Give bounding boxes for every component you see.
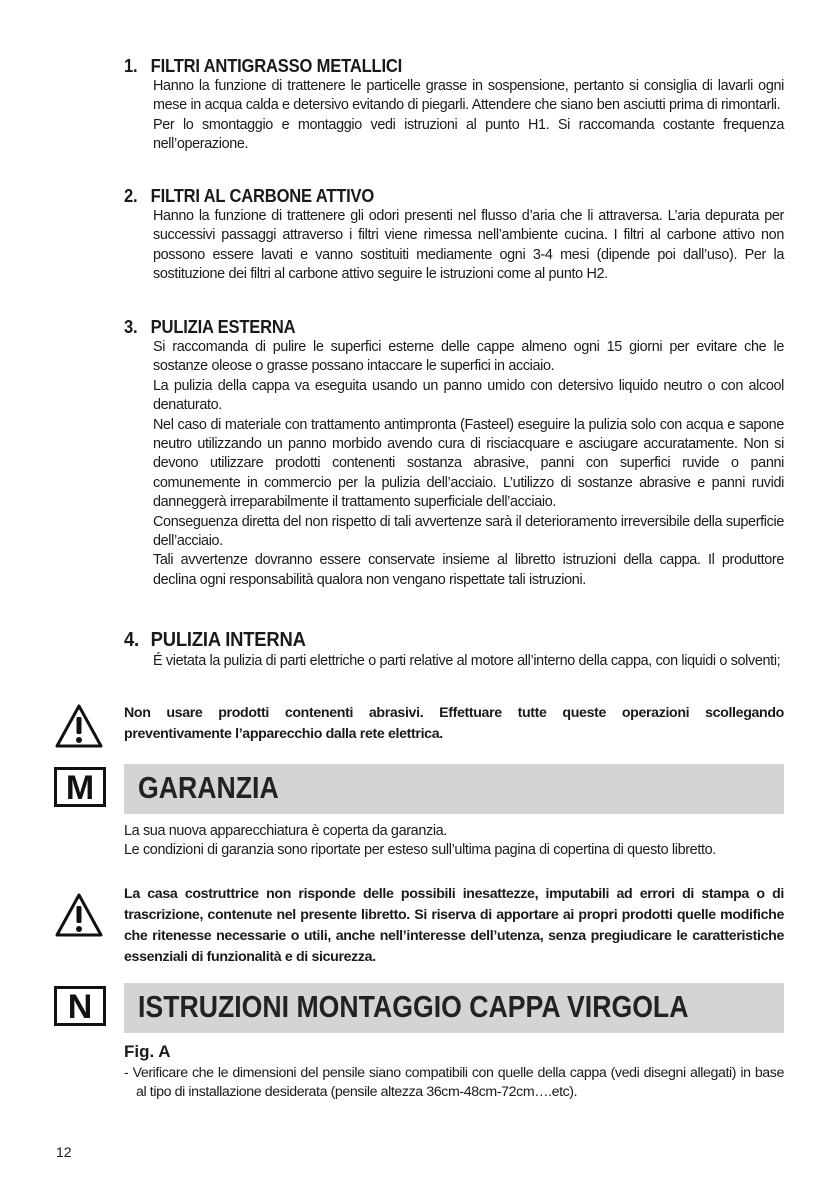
warning-triangle-icon bbox=[54, 892, 104, 938]
warning-text: Non usare prodotti contenenti abrasivi. Effettuare tutte queste operazioni scollegando preventivamente l’apparecchio dalla rete elettrica. bbox=[124, 705, 784, 742]
section-title: PULIZIA ESTERNA bbox=[150, 317, 296, 337]
section-pulizia-esterna bbox=[124, 317, 784, 590]
section-filtri-carbone bbox=[124, 186, 784, 285]
section-title-band bbox=[124, 983, 784, 1033]
section-title: FILTRI ANTIGRASSO METALLICI bbox=[150, 56, 403, 76]
warning-triangle-icon bbox=[54, 703, 104, 749]
section-number: 3. bbox=[124, 317, 138, 337]
section-paragraph: La pulizia della cappa va eseguita usando un panno umido con detersivo liquido neutro o con alcool denaturato. bbox=[153, 377, 784, 414]
section-letter-badge: N bbox=[54, 986, 106, 1026]
warning-note-abrasivi bbox=[54, 703, 784, 745]
section-heading bbox=[124, 56, 731, 77]
section-title-band bbox=[124, 764, 784, 814]
fig-title: Fig. A bbox=[124, 1042, 171, 1061]
section-number: 2. bbox=[124, 186, 138, 206]
section-paragraph: Si raccomanda di pulire le superfici esterne delle cappe almeno ogni 15 giorni per evitare che le sostanze oleose o grasse possano intaccare le superfici in acciaio. bbox=[153, 339, 784, 375]
section-heading bbox=[124, 186, 731, 207]
garanzia-text bbox=[124, 822, 784, 861]
section-paragraph: É vietata la pulizia di parti elettriche o parti relative al motore all’interno della cappa, con liquidi o solventi; bbox=[153, 653, 781, 669]
section-paragraph: Tali avvertenze dovranno essere conservate insieme al libretto istruzioni della cappa. Il produttore declina ogni responsabilità qualora non vengano rispettate tali istruzioni. bbox=[153, 552, 784, 588]
section-bar-montaggio bbox=[54, 983, 784, 1033]
section-bar-title: GARANZIA bbox=[138, 770, 279, 805]
section-title: FILTRI AL CARBONE ATTIVO bbox=[150, 186, 375, 206]
section-filtri-antigrasso bbox=[124, 56, 784, 155]
section-heading bbox=[124, 629, 731, 652]
section-bar-title: ISTRUZIONI MONTAGGIO CAPPA VIRGOLA bbox=[138, 989, 689, 1024]
section-paragraph: Conseguenza diretta del non rispetto di tali avvertenze sarà il deterioramento irreversibile della superficie dell’acciaio. bbox=[153, 513, 784, 550]
section-pulizia-interna bbox=[124, 629, 784, 671]
section-paragraph: Hanno la funzione di trattenere gli odori presenti nel flusso d’aria che li attraversa. L’aria depurata per successivi passaggi attraverso i filtri viene rimessa nell’ambiente cucina. I filtri al carbone attivo non possono essere lavati e vanno sostituiti mediamente ogni 3-4 mesi (dipende poi dall’uso). Per la sostituzione dei filtri al carbone attivo seguire le istruzioni come al punto H2. bbox=[153, 208, 784, 283]
section-title: PULIZIA INTERNA bbox=[150, 629, 306, 651]
section-paragraph: Hanno la funzione di trattenere le particelle grasse in sospensione, pertanto si consiglia di lavarli ogni mese in acqua calda e detersivo evitando di piegarli. Attendere che siano ben asciutti prima di rimontarli. bbox=[153, 78, 784, 114]
fig-a-block bbox=[124, 1042, 784, 1103]
section-letter-badge: M bbox=[54, 767, 106, 807]
fig-instruction: - Verificare che le dimensioni del pensile siano compatibili con quelle della cappa (vedi disegni allegati) in base al tipo di installazione desiderata (pensile altezza 36cm-48cm-72cm….etc). bbox=[124, 1065, 784, 1101]
section-number: 1. bbox=[124, 56, 138, 76]
garanzia-paragraph: Le condizioni di garanzia sono riportate per esteso sull’ultima pagina di copertina di questo libretto. bbox=[124, 842, 716, 859]
section-bar-garanzia bbox=[54, 764, 784, 814]
warning-text: La casa costruttrice non risponde delle possibili inesattezze, imputabili ad errori di stampa o di trascrizione, contenute nel presente libretto. Si riserva di apportare ai propri prodotti quelle modifiche che ritenesse necessarie o utili, anche nell’interesse dell’utenza, senza pregiudicare le caratteristiche essenziali di funzionalità e di sicurezza. bbox=[124, 886, 784, 965]
warning-note-costruttore bbox=[54, 884, 784, 968]
section-heading bbox=[124, 317, 731, 338]
section-paragraph: Nel caso di materiale con trattamento antimpronta (Fasteel) eseguire la pulizia solo con acqua e sapone neutro utilizzando un panno morbido avendo cura di risciacquare e asciugare accuratamente. Non si devono utilizzare prodotti contenenti sostanza abrasive, panni con superfici ruvide o panni comunemente in commercio per la pulizia dell’acciaio. L’utilizzo di sostanze abrasive e panni ruvidi danneggerà irreparabilmente il trattamento superficiale dell’acciaio. bbox=[153, 416, 784, 511]
page-number: 12 bbox=[56, 1144, 72, 1160]
garanzia-paragraph: La sua nuova apparecchiatura è coperta da garanzia. bbox=[124, 823, 447, 839]
section-number: 4. bbox=[124, 629, 139, 651]
section-paragraph: Per lo smontaggio e montaggio vedi istruzioni al punto H1. Si raccomanda costante frequenza nell’operazione. bbox=[153, 116, 784, 153]
